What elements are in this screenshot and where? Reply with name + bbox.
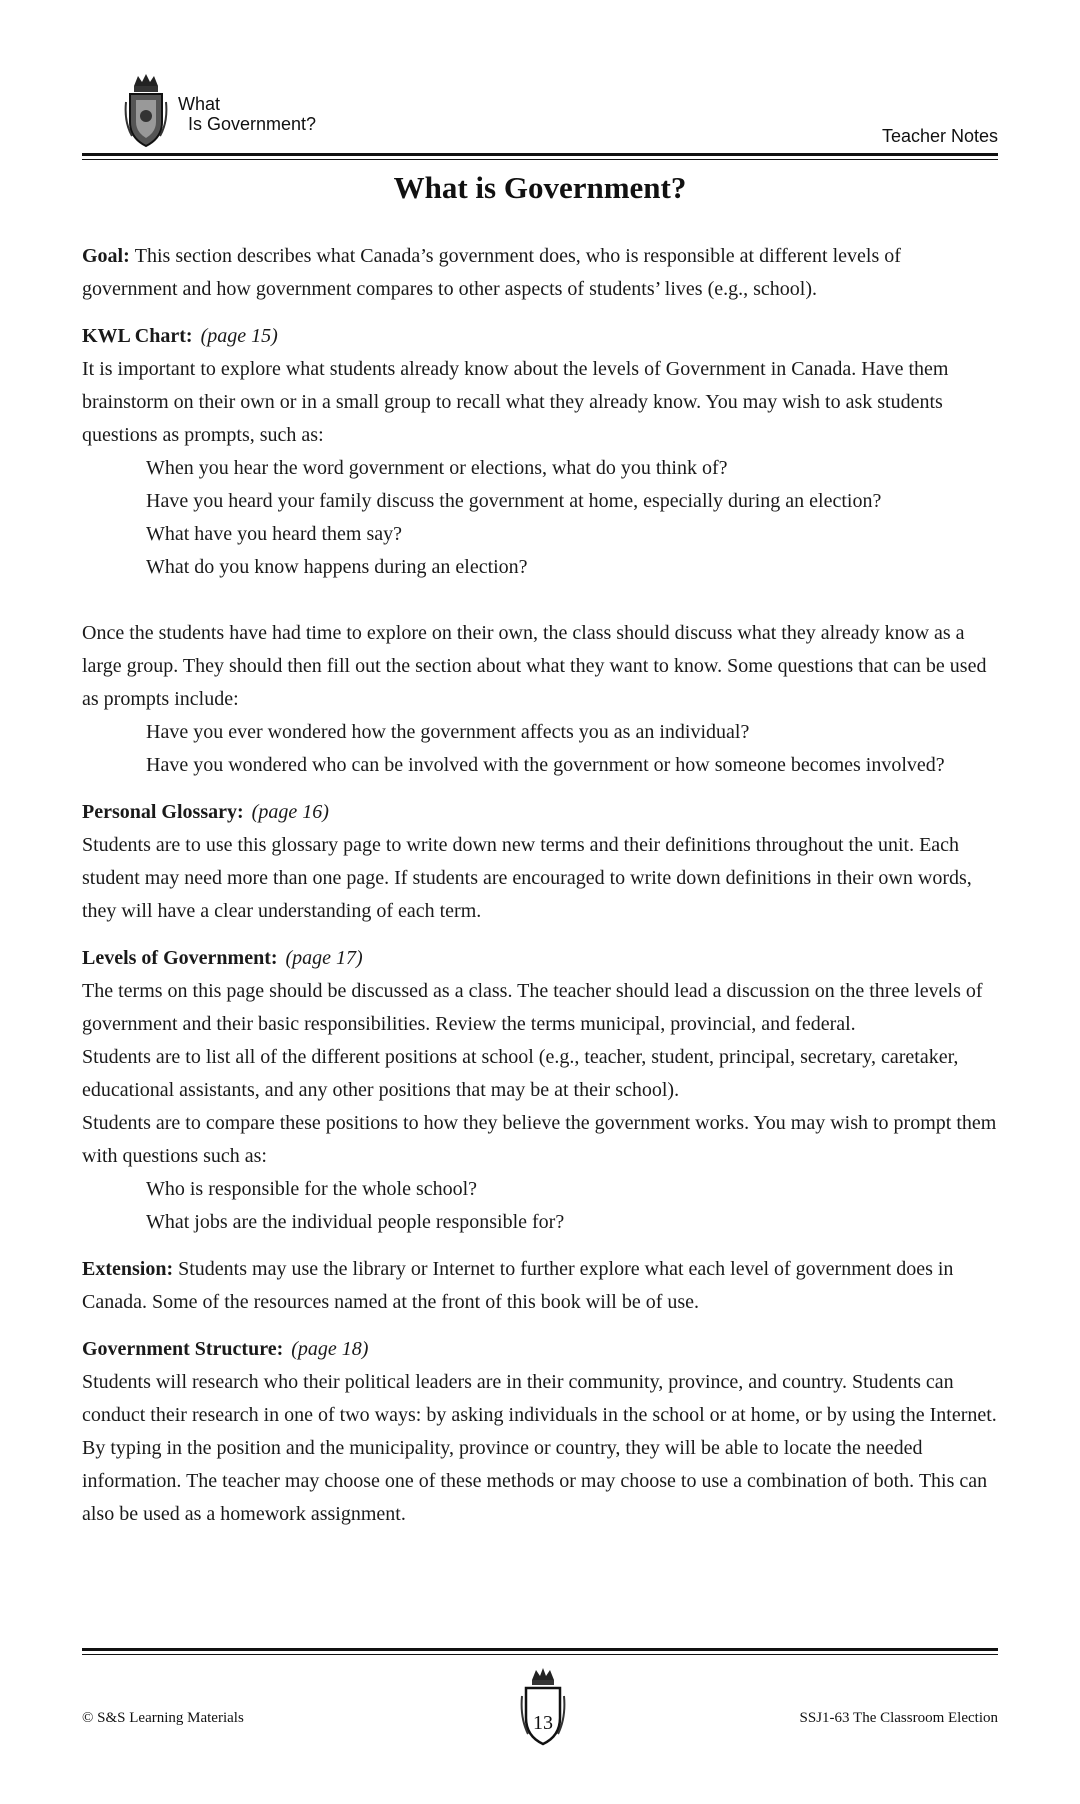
spacer [82,584,998,617]
goal-text: This section describes what Canada’s government does, who is responsible at different levels of government and how government compares to other aspects of students’ lives (e.g., school). [82,245,901,300]
extension-section [82,1253,998,1319]
kwl-prompt: Have you ever wondered how the government affects you as an individual? [146,721,750,743]
page-title: What is Government? [393,170,687,205]
levels-paragraph: Students are to list all of the different positions at school (e.g., teacher, student, principal, secretary, caretaker, educational assistants, and any other positions that may be at their school). [82,1046,959,1101]
levels-paragraph: The terms on this page should be discussed as a class. The teacher should lead a discussion on the three levels of government and their basic responsibilities. Review the terms municipal, provincial, and federal. [82,980,983,1035]
page-badge [520,1668,566,1748]
page-number: 13 [533,1712,553,1734]
kwl-prompt: Have you wondered who can be involved with the government or how someone becomes involved? [146,754,945,776]
levels-section [82,942,998,1239]
structure-text: Students will research who their political leaders are in their community, province, and country. Students can conduct their research in one of two ways: by asking individuals in the school or at home, or by using the Internet. By typing in the position and the municipality, province or country, they will be able to locate the needed information. The teacher may choose one of these methods or may choose to use a combination of both. This can also be used as a homework assignment. [82,1371,997,1525]
glossary-text: Students are to use this glossary page to write down new terms and their definitions throughout the unit. Each student may need more than one page. If students are encouraged to write down definitions in their own words, they will have a clear understanding of each term. [82,834,972,922]
goal-label: Goal: [82,245,130,267]
levels-prompt: Who is responsible for the whole school? [146,1178,478,1200]
header-rule-thin [82,159,998,160]
brand-line-1: What [178,94,221,114]
kwl-prompt: Have you heard your family discuss the government at home, especially during an election? [146,490,882,512]
kwl-pageref: (page 15) [200,325,278,347]
kwl-prompt: What have you heard them say? [146,523,403,545]
glossary-label: Personal Glossary: [82,801,244,823]
document-page [82,0,998,1804]
levels-prompt: What jobs are the individual people responsible for? [146,1211,565,1233]
kwl-intro: It is important to explore what students already know about the levels of Government in Canada. Have them brainstorm on their own or in a small group to recall what they already know. You may wish to ask students questions as prompts, such as: [82,358,949,446]
glossary-section [82,796,998,928]
teacher-notes-label: Teacher Notes [881,126,998,146]
page-footer [82,1648,998,1748]
kwl-followup: Once the students have had time to explore on their own, the class should discuss what they already know as a large group. They should then fill out the section about what they want to know. Some questions that can be used as prompts include: [82,622,987,710]
page-header [82,64,998,154]
goal-section [82,240,998,306]
crest-icon [124,72,168,152]
body-content [82,240,998,1545]
header-rule-thick [82,153,998,156]
section-brand [178,94,316,134]
crest-icon [520,1668,566,1748]
structure-label: Government Structure: [82,1338,284,1360]
structure-section [82,1333,998,1531]
series-title: SSJ1-63 The Classroom Election [799,1710,998,1726]
extension-text: Students may use the library or Internet to further explore what each level of government does in Canada. Some of the resources named at the front of this book will be of use. [82,1258,954,1313]
levels-label: Levels of Government: [82,947,278,969]
structure-pageref: (page 18) [291,1338,369,1360]
brand-line-2: Is Government? [188,114,317,134]
kwl-prompt: What do you know happens during an election? [146,556,528,578]
glossary-pageref: (page 16) [251,801,329,823]
extension-label: Extension: [82,1258,174,1280]
kwl-section [82,320,998,782]
kwl-prompt: When you hear the word government or elections, what do you think of? [146,457,728,479]
levels-pageref: (page 17) [285,947,363,969]
levels-paragraph: Students are to compare these positions to how they believe the government works. You may wish to prompt them with questions such as: [82,1112,997,1167]
copyright-text: © S&S Learning Materials [82,1710,244,1726]
kwl-label: KWL Chart: [82,325,193,347]
